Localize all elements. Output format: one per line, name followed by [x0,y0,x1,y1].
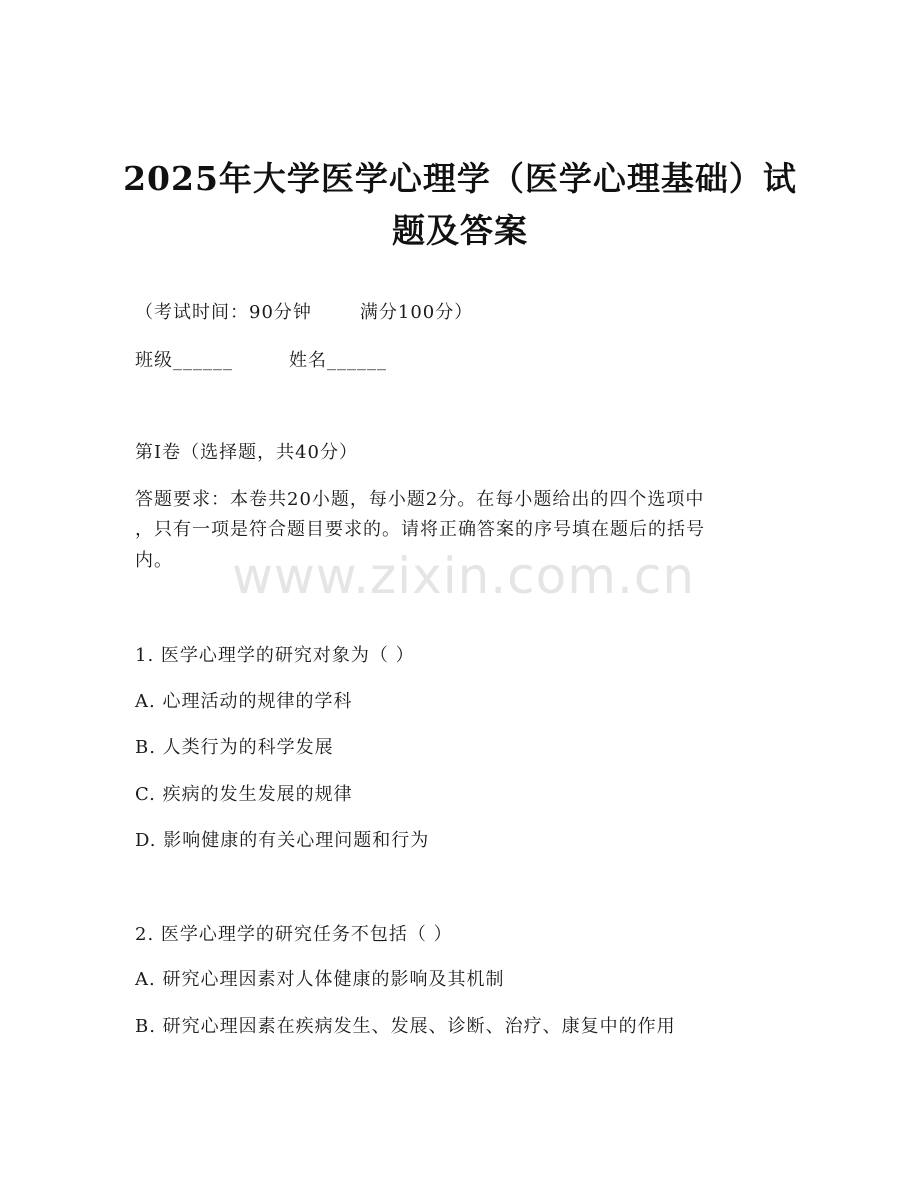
question-2-stem: 2. 医学心理学的研究任务不包括（ ） [135,924,453,945]
question-1-stem: 1. 医学心理学的研究对象为（ ） [135,645,415,666]
instructions-line-2: ，只有一项是符合题目要求的。请将正确答案的序号填在题后的括号 [135,519,705,540]
student-fields [135,348,387,374]
document-title-line-1: 2025年大学医学心理学（医学心理基础）试 [123,159,797,198]
section-heading: 第I卷（选择题，共40分） [135,442,359,463]
question-1-option-d: D. 影响健康的有关心理问题和行为 [135,830,430,851]
class-field: 班级______ [135,350,233,371]
watermark: www.zixin.com.cn [232,547,696,605]
question-1-option-a: A. 心理活动的规律的学科 [135,691,353,712]
question-1-option-c: C. 疾病的发生发展的规律 [135,784,353,805]
exam-score: 满分100分） [359,302,474,323]
question-2-option-b: B. 研究心理因素在疾病发生、发展、诊断、治疗、康复中的作用 [135,1016,676,1037]
question-1-option-b: B. 人类行为的科学发展 [135,737,334,758]
exam-time: （考试时间：90分钟 [135,302,312,323]
question-2-option-a: A. 研究心理因素对人体健康的影响及其机制 [135,969,505,990]
instructions-line-3: 内。 [135,550,173,571]
instructions-line-1: 答题要求：本卷共20小题，每小题2分。在每小题给出的四个选项中 [135,489,705,510]
name-field: 姓名______ [289,350,387,371]
document-title-line-2: 题及答案 [392,211,528,250]
exam-info [135,300,473,326]
